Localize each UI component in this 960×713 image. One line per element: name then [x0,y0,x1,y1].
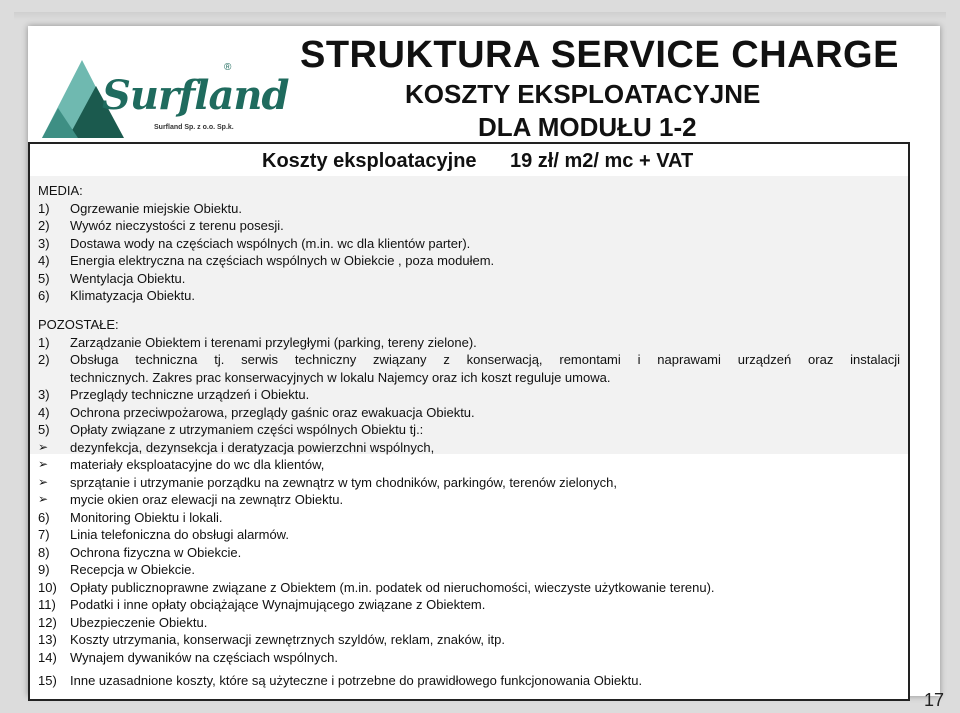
list-item: 1) Ogrzewanie miejskie Obiektu. [38,200,242,216]
list-item: 6) Klimatyzacja Obiektu. [38,288,195,303]
logo-registered-mark: ® [224,62,232,73]
bullet-item: ➢ sprzątanie i utrzymanie porządku na zewnątrz w tym chodników, parkingów, terenów zielonych, [38,474,617,490]
other-list [38,316,900,690]
surfland-logo [38,58,289,140]
list-item: 11) Podatki i inne opłaty obciążające Wynajmującego związane z Obiektem. [38,597,486,612]
list-item: 8) Ochrona fizyczna w Obiekcie. [38,544,242,560]
bullet-arrow-icon: ➢ [38,439,49,454]
list-item: 14) Wynajem dywaników na częściach wspólnych. [38,649,338,665]
list-item: 9) Recepcja w Obiekcie. [38,562,195,577]
bullet-arrow-icon: ➢ [38,474,49,489]
list-item: 3) Przeglądy techniczne urządzeń i Obiektu. [38,387,310,402]
other-heading: POZOSTAŁE: [38,317,119,332]
logo-company: Surfland Sp. z o.o. Sp.k. [154,124,234,131]
bullet-item: ➢ mycie okien oraz elewacji na zewnątrz Obiektu. [38,492,344,507]
bullet-item: ➢ dezynfekcja, dezynsekcja i deratyzacja powierzchni wspólnych, [38,439,435,455]
list-item: 3) Dostawa wody na częściach wspólnych (m.in. wc dla klientów parter). [38,235,471,251]
list-item: 10) Opłaty publicznoprawne związane z Obiektem (m.in. podatek od nieruchomości, wieczyste użytkowanie terenu). [38,579,715,595]
list-item: 6) Monitoring Obiektu i lokali. [38,509,223,525]
media-list [38,182,494,305]
logo-name: Surfland [102,72,289,119]
list-item: 5) Opłaty związane z utrzymaniem części wspólnych Obiektu tj.: [38,422,424,437]
list-item: 15) Inne uzasadnione koszty, które są użyteczne i potrzebne do prawidłowego funkcjonowania Obiektu. [38,673,643,688]
cost-value: 19 zł/ m2/ mc + VAT [510,150,694,172]
cost-label: Koszty eksploatacyjne [262,150,477,172]
list-item: 4) Ochrona przeciwpożarowa, przeglądy gaśnic oraz ewakuacja Obiektu. [38,404,475,420]
page-number: 17 [924,690,945,710]
bullet-arrow-icon: ➢ [38,457,49,471]
content-box [28,142,910,701]
list-item: 2) Obsługa techniczna tj. serwis techniczny związany z konserwacją, remontami i naprawami urządzeń oraz instalacji [38,352,900,367]
slide-top-shadow [14,12,946,20]
bullet-item: ➢ materiały eksploatacyjne do wc dla klientów, [38,457,325,472]
list-item: 5) Wentylacja Obiektu. [38,270,186,286]
media-heading: MEDIA: [38,183,83,198]
list-item-continuation: technicznych. Zakres prac konserwacyjnych w lokalu Najemcy oraz ich koszt reguluje umowa. [70,369,611,385]
page-subtitle-line1: KOSZTY EKSPLOATACYJNE [405,79,761,109]
bullet-arrow-icon: ➢ [38,492,49,506]
list-item: 13) Koszty utrzymania, konserwacji zewnętrznych szyldów, reklam, znaków, itp. [38,632,505,647]
list-item: 12) Ubezpieczenie Obiektu. [38,614,208,630]
page-subtitle-line2: DLA MODUŁU 1-2 [478,112,697,142]
list-item: 4) Energia elektryczna na częściach wspólnych w Obiekcie , poza modułem. [38,253,495,268]
list-item: 7) Linia telefoniczna do obsługi alarmów. [38,527,289,542]
list-item: 1) Zarządzanie Obiektem i terenami przyległymi (parking, tereny zielone). [38,334,477,350]
page-title: STRUKTURA SERVICE CHARGE [300,34,899,76]
list-item: 2) Wywóz nieczystości z terenu posesji. [38,218,284,233]
